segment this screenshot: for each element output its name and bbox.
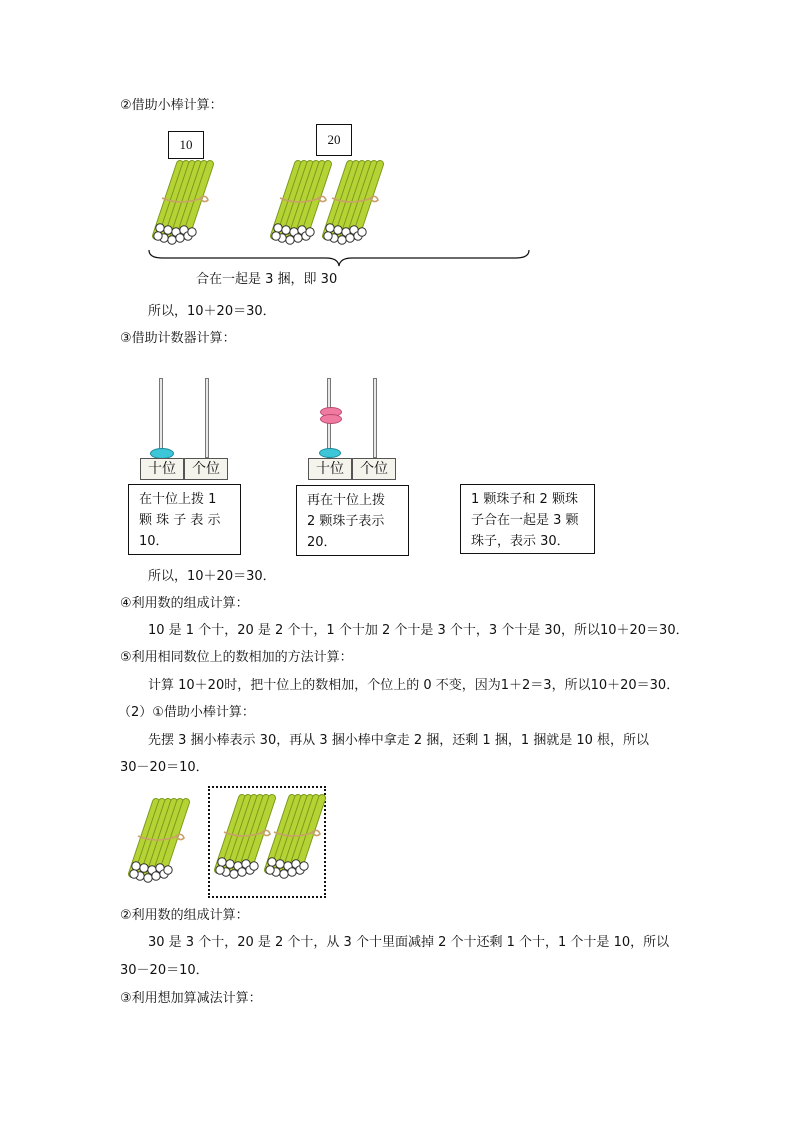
rod-ones <box>205 378 209 458</box>
part2-text-line2: 30－20＝10． <box>120 760 209 775</box>
label-10-box: 10 <box>168 131 204 159</box>
box2-line: 再在十位上拨 <box>307 493 386 508</box>
bead <box>320 414 342 424</box>
stick-end <box>188 228 196 236</box>
label-20-box: 20 <box>316 124 352 156</box>
explanation-box-1 <box>128 484 241 555</box>
stick-end <box>276 860 284 868</box>
stick-end <box>338 236 346 244</box>
stick-end <box>306 228 314 236</box>
stick-end <box>266 866 274 874</box>
stick-bundle-removed-2 <box>262 792 328 882</box>
stick-end <box>218 858 226 866</box>
box2-line: 2 颗珠子表示 <box>307 514 385 529</box>
counter-2 <box>308 378 396 480</box>
stick-end <box>156 224 164 232</box>
stick-end <box>140 864 148 872</box>
part2-sec3-title: ③利用想加算减法计算： <box>120 991 262 1006</box>
explanation-box-3 <box>460 484 595 554</box>
brace <box>148 248 530 268</box>
box1-line: 在十位上拨 1 <box>139 492 217 507</box>
stick-end <box>250 862 258 870</box>
stick-end <box>272 232 280 240</box>
stick-end <box>154 232 162 240</box>
stick-end <box>288 868 296 876</box>
box3-line: 珠子，表示 30． <box>471 534 570 549</box>
section2-title: ②借助小棒计算： <box>120 98 223 113</box>
box1-line: 颗 珠 子 表 示 <box>139 513 221 528</box>
stick-end <box>226 860 234 868</box>
brace-caption: 合在一起是 3 捆，即 30 <box>196 272 338 287</box>
stick-end <box>358 228 366 236</box>
stick-end <box>334 226 342 234</box>
section4-text: 10 是 1 个十，20 是 2 个十，1 个十加 2 个十是 3 个十，3 个十是 30，所以10＋20＝30． <box>148 623 689 638</box>
stick-end <box>300 862 308 870</box>
part2-title: （2）①借助小棒计算： <box>118 705 255 720</box>
part2-sec2-line2: 30－20＝10． <box>120 963 209 978</box>
bead <box>319 448 341 458</box>
stick-end <box>238 868 246 876</box>
counter-1 <box>140 378 228 480</box>
stick-end <box>346 234 354 242</box>
ones-place-label: 个位 <box>184 458 228 480</box>
conclusion-sticks: 所以，10＋20＝30． <box>148 304 276 319</box>
stick-end <box>274 224 282 232</box>
section5-text: 计算 10＋20时，把十位上的数相加，个位上的 0 不变，因为1＋2＝3，所以10＋20＝30． <box>148 678 680 693</box>
stick-end <box>286 236 294 244</box>
box1-line: 10． <box>139 534 169 549</box>
box2-line: 20． <box>307 535 337 550</box>
rod-ones <box>373 378 377 458</box>
stick-end <box>216 866 224 874</box>
part2-sec2-line1: 30 是 3 个十，20 是 2 个十，从 3 个十里面减掉 2 个十还剩 1 个十，1 个十是 10，所以 <box>148 935 670 950</box>
stick-end <box>130 870 138 878</box>
tens-place-label: 十位 <box>140 458 184 480</box>
section4-title: ④利用数的组成计算： <box>120 596 249 611</box>
stick-end <box>164 226 172 234</box>
rod-tens <box>159 378 163 458</box>
stick-end <box>230 870 238 878</box>
stick-end <box>176 234 184 242</box>
stick-bundle-remaining <box>126 796 192 886</box>
stick-end <box>280 870 288 878</box>
stick-bundle-3 <box>320 158 386 248</box>
stick-end <box>132 862 140 870</box>
stick-end <box>324 232 332 240</box>
stick-end <box>164 866 172 874</box>
stick-end <box>152 872 160 880</box>
stick-end <box>168 236 176 244</box>
section3-title: ③借助计数器计算： <box>120 331 236 346</box>
part2-text-line1: 先摆 3 捆小棒表示 30，再从 3 捆小棒中拿走 2 捆，还剩 1 捆，1 捆就是 10 根，所以 <box>148 733 650 748</box>
stick-bundle-1 <box>150 158 216 248</box>
conclusion-abacus: 所以，10＋20＝30． <box>148 569 276 584</box>
part2-sec2-title: ②利用数的组成计算： <box>120 908 249 923</box>
stick-end <box>144 874 152 882</box>
ones-place-label: 个位 <box>352 458 396 480</box>
box3-line: 1 颗珠子和 2 颗珠 <box>471 492 578 507</box>
section5-title: ⑤利用相同数位上的数相加的方法计算： <box>120 650 353 665</box>
explanation-box-2 <box>296 485 409 556</box>
stick-end <box>282 226 290 234</box>
stick-end <box>268 858 276 866</box>
tens-place-label: 十位 <box>308 458 352 480</box>
stick-end <box>294 234 302 242</box>
stick-end <box>326 224 334 232</box>
box3-line: 子合在一起是 3 颗 <box>471 513 579 528</box>
